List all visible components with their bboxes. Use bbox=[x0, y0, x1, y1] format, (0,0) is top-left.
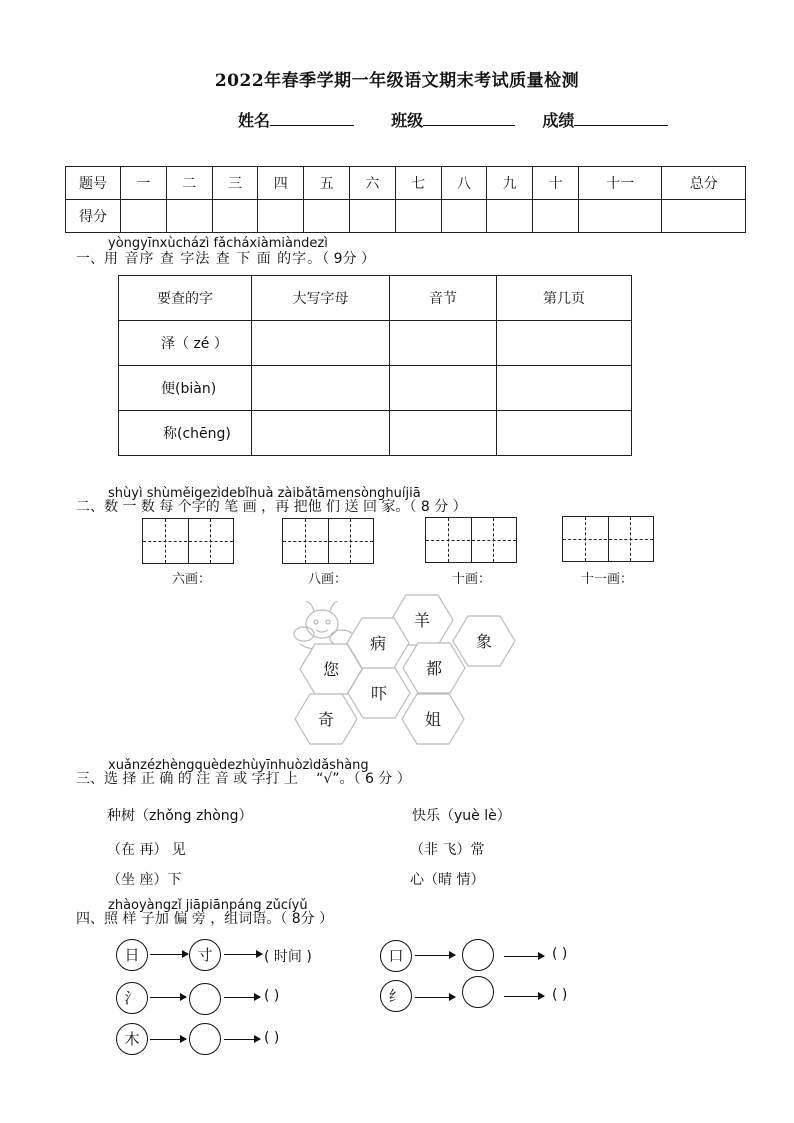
answer-cell[interactable] bbox=[497, 411, 632, 456]
score-header-cell: 十 bbox=[533, 167, 579, 200]
hexagon-char: 奇 bbox=[317, 710, 334, 729]
hexagon-cell[interactable] bbox=[401, 693, 457, 741]
score-header-cell: 总分 bbox=[662, 167, 746, 200]
score-table-score-row bbox=[66, 200, 746, 233]
lookup-header: 音节 bbox=[390, 276, 497, 321]
score-header-cell: 六 bbox=[349, 167, 395, 200]
hexagon-char: 象 bbox=[475, 632, 492, 651]
stroke-label: 十一画： bbox=[581, 572, 634, 587]
example-answer: ( 时间 ) bbox=[264, 949, 312, 965]
score-header-cell: 二 bbox=[166, 167, 212, 200]
radical-circle: 氵 bbox=[116, 982, 148, 1014]
hexagon-char: 羊 bbox=[413, 611, 430, 630]
score-input-cell[interactable] bbox=[533, 200, 579, 233]
score-header-cell: 五 bbox=[304, 167, 350, 200]
score-table bbox=[65, 166, 746, 233]
answer-blank[interactable]: ( ) bbox=[552, 946, 568, 962]
score-input-cell[interactable] bbox=[395, 200, 441, 233]
q1-title bbox=[76, 248, 375, 268]
q4-score: （ 8分 ） bbox=[280, 911, 334, 927]
score-input-cell[interactable] bbox=[121, 200, 167, 233]
score-row-label: 得分 bbox=[66, 200, 121, 233]
score-input-cell[interactable] bbox=[166, 200, 212, 233]
stroke-label: 十画： bbox=[452, 572, 492, 587]
writing-grid[interactable] bbox=[425, 517, 517, 563]
component-circle: 寸 bbox=[189, 939, 221, 971]
lookup-header: 第几页 bbox=[497, 276, 632, 321]
score-table-header-row bbox=[66, 167, 746, 200]
score-input-cell[interactable] bbox=[441, 200, 487, 233]
score-input-cell[interactable] bbox=[578, 200, 662, 233]
lookup-header: 大写字母 bbox=[252, 276, 390, 321]
q3-tail: “√”。（ 6 分 ） bbox=[316, 771, 411, 787]
radical-circle: 纟 bbox=[380, 980, 412, 1012]
answer-cell[interactable] bbox=[252, 411, 390, 456]
lookup-row bbox=[119, 366, 632, 411]
name-blank[interactable] bbox=[270, 111, 354, 126]
answer-cell[interactable] bbox=[497, 366, 632, 411]
q3-title bbox=[76, 768, 411, 788]
writing-grid[interactable] bbox=[282, 518, 374, 564]
q1-pinyin: yòngyīnxùcházì fǎcháxiàmiàndezì bbox=[108, 236, 328, 251]
lookup-row bbox=[119, 321, 632, 366]
radical-circle: 口 bbox=[380, 940, 412, 972]
answer-cell[interactable] bbox=[390, 411, 497, 456]
name-label: 姓名 bbox=[238, 111, 271, 130]
q3-pinyin: xuǎnzézhèngquèdezhùyīnhuòzìdǎshàng bbox=[108, 758, 369, 773]
stroke-label: 六画： bbox=[172, 572, 212, 587]
answer-circle[interactable] bbox=[462, 976, 494, 1008]
q2-pinyin: shùyì shùměigezìdebǐhuà zàibǎtāmensònghuíjiā bbox=[108, 486, 421, 501]
choice-item[interactable]: 种树（zhǒng zhòng） bbox=[107, 808, 253, 824]
score-input-cell[interactable] bbox=[487, 200, 533, 233]
arrow-icon bbox=[504, 996, 544, 998]
q3-prefix: 三、 bbox=[76, 771, 104, 787]
arrow-icon bbox=[504, 956, 544, 958]
score-header-cell: 七 bbox=[395, 167, 441, 200]
score-blank[interactable] bbox=[574, 111, 668, 126]
writing-grid[interactable] bbox=[142, 518, 234, 564]
arrow-icon bbox=[224, 954, 262, 956]
arrow-icon bbox=[224, 1039, 260, 1041]
answer-cell[interactable] bbox=[497, 321, 632, 366]
score-input-cell[interactable] bbox=[662, 200, 746, 233]
lookup-row bbox=[119, 411, 632, 456]
hexagon-char: 姐 bbox=[424, 710, 441, 729]
hexagon-char: 病 bbox=[369, 634, 386, 653]
score-input-cell[interactable] bbox=[304, 200, 350, 233]
q3-text: 选 择 正 确 的 注 音 或 字打 上 bbox=[104, 771, 299, 787]
arrow-icon bbox=[150, 997, 186, 999]
radical-circle: 日 bbox=[116, 939, 148, 971]
answer-blank[interactable]: ( ) bbox=[264, 1030, 280, 1046]
answer-cell[interactable] bbox=[252, 321, 390, 366]
q2-text: 数 一 数 每 个字的 笔 画 ，再 把他 们 送 回 家。 bbox=[104, 499, 410, 515]
answer-blank[interactable]: ( ) bbox=[552, 987, 568, 1003]
q4-text: 照 样 子加 偏 旁 ，组词语。 bbox=[104, 911, 281, 927]
hexagon-char: 都 bbox=[425, 659, 442, 678]
q4-title bbox=[76, 908, 333, 928]
choice-item[interactable]: （非 飞）常 bbox=[410, 842, 485, 858]
q2-score: （ 8 分 ） bbox=[409, 499, 467, 515]
arrow-icon bbox=[415, 997, 455, 999]
choice-item[interactable]: 心（晴 情） bbox=[410, 872, 485, 888]
page-title: 2022年春季学期一年级语文期末考试质量检测 bbox=[214, 71, 580, 91]
choice-item[interactable]: （坐 座）下 bbox=[107, 872, 182, 888]
answer-blank[interactable]: ( ) bbox=[264, 988, 280, 1004]
score-header-cell: 三 bbox=[212, 167, 258, 200]
answer-cell[interactable] bbox=[252, 366, 390, 411]
hexagon-char: 吓 bbox=[370, 684, 387, 703]
student-info-line bbox=[238, 108, 668, 131]
answer-circle[interactable] bbox=[462, 939, 494, 971]
lookup-table bbox=[118, 275, 632, 456]
q4-pinyin: zhàoyàngzǐ jiāpiānpáng zǔcíyǔ bbox=[108, 898, 308, 913]
class-blank[interactable] bbox=[423, 111, 515, 126]
score-input-cell[interactable] bbox=[349, 200, 395, 233]
stroke-label: 八画： bbox=[308, 572, 348, 587]
score-input-cell[interactable] bbox=[258, 200, 304, 233]
lookup-char: 便(biàn) bbox=[119, 366, 252, 411]
choice-item[interactable]: （在 再） 见 bbox=[107, 842, 186, 858]
writing-grid[interactable] bbox=[562, 516, 654, 562]
radical-circle: 木 bbox=[116, 1023, 148, 1055]
score-header-cell: 九 bbox=[487, 167, 533, 200]
choice-item[interactable]: 快乐（yuè lè） bbox=[412, 808, 511, 824]
score-header-cell: 八 bbox=[441, 167, 487, 200]
answer-circle[interactable] bbox=[189, 983, 221, 1015]
q2-prefix: 二、 bbox=[76, 499, 104, 515]
class-label: 班级 bbox=[391, 111, 424, 130]
score-header-label: 题号 bbox=[66, 167, 121, 200]
score-label: 成绩 bbox=[542, 111, 575, 130]
lookup-header: 要查的字 bbox=[119, 276, 252, 321]
arrow-icon bbox=[224, 997, 260, 999]
arrow-icon bbox=[150, 1039, 186, 1041]
arrow-icon bbox=[150, 954, 188, 956]
arrow-icon bbox=[415, 955, 455, 957]
score-header-cell: 十一 bbox=[578, 167, 662, 200]
q1-score: （ 9分 ） bbox=[322, 251, 375, 267]
answer-cell[interactable] bbox=[390, 366, 497, 411]
score-input-cell[interactable] bbox=[212, 200, 258, 233]
q1-prefix: 一、 bbox=[76, 251, 104, 267]
answer-circle[interactable] bbox=[189, 1023, 221, 1055]
lookup-char: 称(chēng) bbox=[119, 411, 252, 456]
score-header-cell: 四 bbox=[258, 167, 304, 200]
hexagon-char: 您 bbox=[322, 660, 339, 679]
q4-prefix: 四、 bbox=[76, 911, 104, 927]
q1-text: 用 音序 查 字法 查 下 面 的字。 bbox=[104, 251, 323, 267]
q2-title bbox=[76, 496, 467, 516]
answer-cell[interactable] bbox=[390, 321, 497, 366]
score-header-cell: 一 bbox=[121, 167, 167, 200]
lookup-char: 泽（ zé ） bbox=[119, 321, 252, 366]
lookup-header-row bbox=[119, 276, 632, 321]
hexagon-cell[interactable] bbox=[294, 693, 350, 741]
